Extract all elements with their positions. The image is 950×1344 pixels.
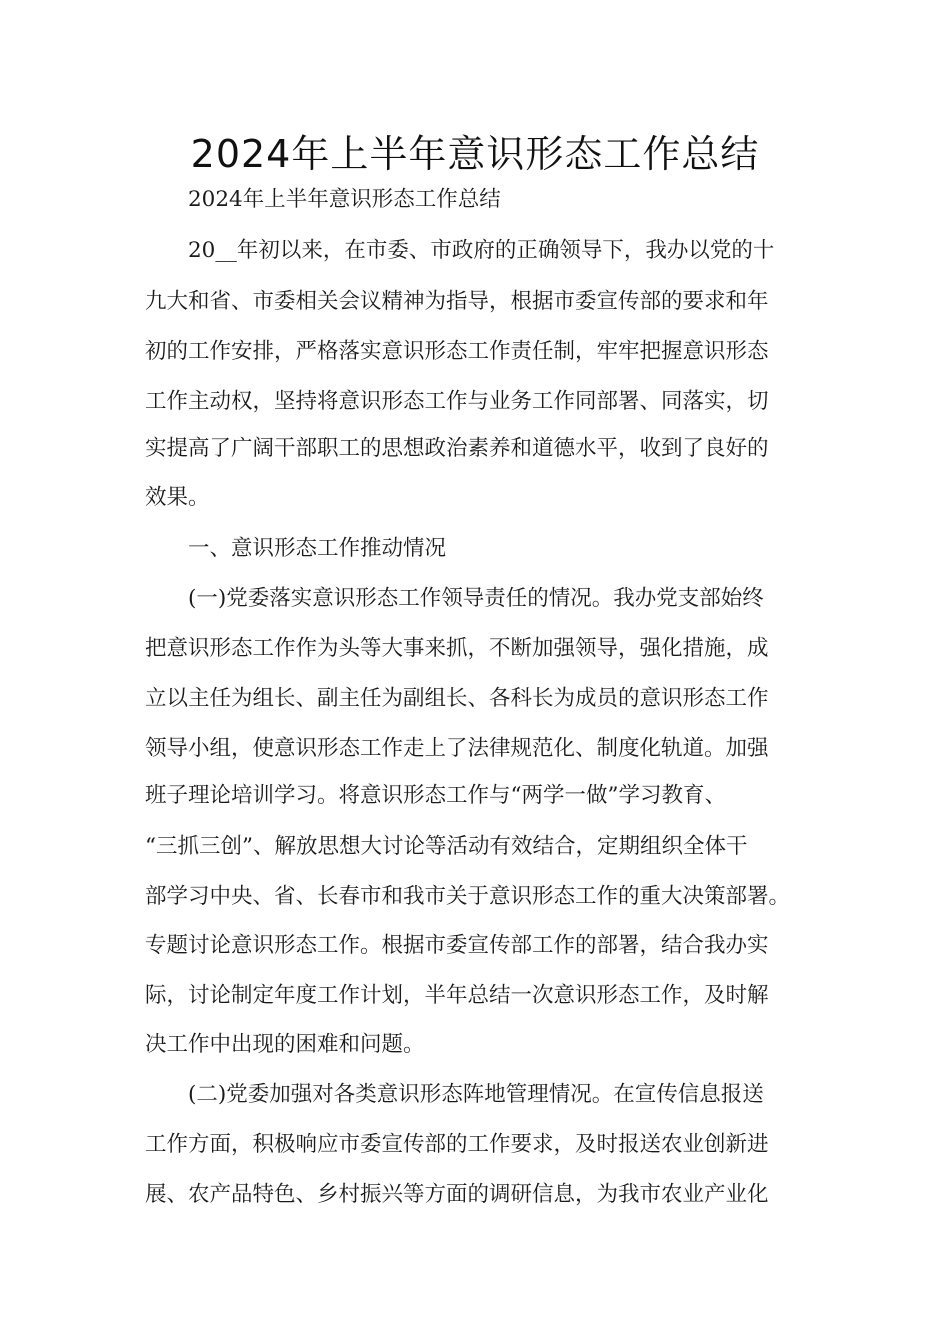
- document-title: 2024年上半年意识形态工作总结: [190, 132, 760, 176]
- paragraph-line: 实提高了广阔干部职工的思想政治素养和道德水平，收到了良好的: [145, 436, 769, 461]
- paragraph-line: 展、农产品特色、乡村振兴等方面的调研信息，为我市农业产业化: [145, 1182, 769, 1207]
- paragraph-line: 专题讨论意识形态工作。根据市委宣传部工作的部署，结合我办实: [145, 933, 769, 958]
- paragraph-line: 际，讨论制定年度工作计划，半年总结一次意识形态工作，及时解: [145, 983, 769, 1008]
- paragraph-line: 九大和省、市委相关会议精神为指导，根据市委宣传部的要求和年: [145, 289, 769, 314]
- paragraph-line: 工作主动权，坚持将意识形态工作与业务工作同部署、同落实，切: [145, 389, 769, 414]
- paragraph-line: (二)党委加强对各类意识形态阵地管理情况。在宣传信息报送: [188, 1082, 764, 1107]
- paragraph-line: 工作方面，积极响应市委宣传部的工作要求，及时报送农业创新进: [145, 1132, 769, 1157]
- paragraph-line: 效果。: [145, 485, 210, 510]
- section-heading: 一、意识形态工作推动情况: [188, 536, 447, 561]
- paragraph-line: 立以主任为组长、副主任为副组长、各科长为成员的意识形态工作: [145, 686, 769, 711]
- subtitle-line: 2024年上半年意识形态工作总结: [188, 187, 501, 212]
- paragraph-line: 把意识形态工作作为头等大事来抓，不断加强领导，强化措施，成: [145, 636, 769, 661]
- paragraph-line: (一)党委落实意识形态工作领导责任的情况。我办党支部始终: [188, 586, 764, 611]
- paragraph-line: 初的工作安排，严格落实意识形态工作责任制，牢牢把握意识形态: [145, 339, 769, 364]
- paragraph-line: 班子理论培训学习。将意识形态工作与“两学一做”学习教育、: [145, 783, 726, 808]
- paragraph-line: 20__年初以来，在市委、市政府的正确领导下，我办以党的十: [188, 238, 775, 263]
- paragraph-line: 决工作中出现的困难和问题。: [145, 1032, 425, 1057]
- paragraph-line: 部学习中央、省、长春市和我市关于意识形态工作的重大决策部署。: [145, 884, 791, 909]
- paragraph-line: “三抓三创”、解放思想大讨论等活动有效结合，定期组织全体干: [145, 834, 748, 859]
- paragraph-line: 领导小组，使意识形态工作走上了法律规范化、制度化轨道。加强: [145, 736, 769, 761]
